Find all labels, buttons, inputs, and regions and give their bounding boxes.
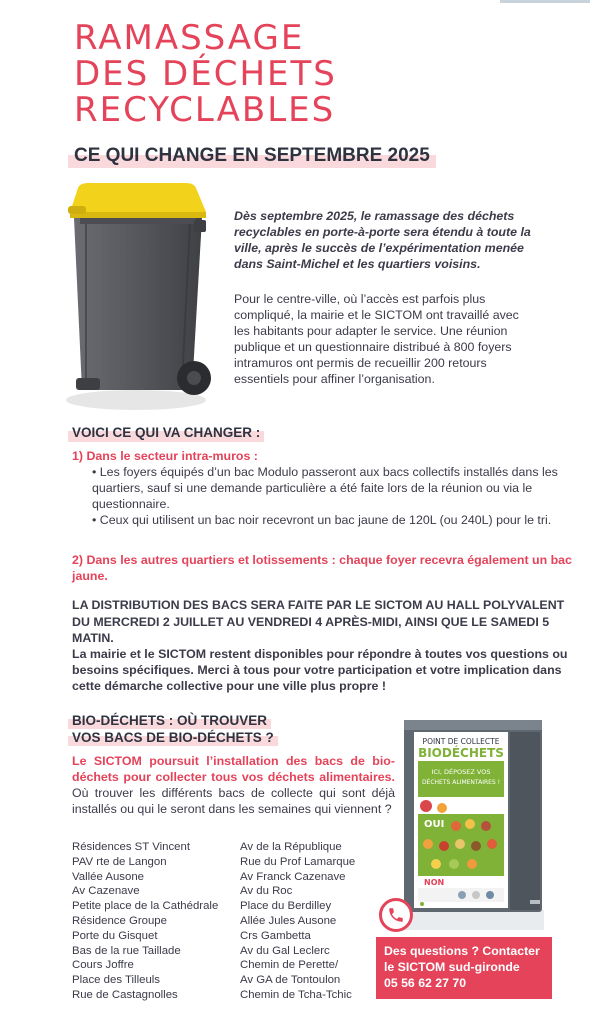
location-item: Résidences ST Vincent: [72, 841, 190, 853]
distribution-notice: LA DISTRIBUTION DES BACS SERA FAITE PAR LE SICTOM AU HALL POLYVALENT DU MERCREDI 2 JUILLET AU VENDREDI 4 APRÈS-MIDI, AINSI QUE LE SAMEDI 5 MATIN.: [72, 598, 565, 645]
title-line-1: RAMASSAGE: [74, 18, 305, 58]
change-item-1-bullet-1: • Les foyers équipés d’un bac Modulo passeront aux bacs collectifs installés dans les quartiers, sauf si une demande particulière a été faite lors de la réunion ou via le questionnaire.: [92, 465, 558, 511]
location-item: Av Cazenave: [72, 885, 140, 898]
bio-heading-line-1: BIO-DÉCHETS : OÙ TROUVER: [68, 712, 271, 729]
location-item: Place du Berdilley: [240, 900, 332, 913]
location-item: Rue de Castagnolles: [72, 988, 178, 1001]
bio-heading: [68, 712, 278, 746]
location-item: Crs Gambetta: [240, 929, 311, 942]
location-item: Vallée Ausone: [72, 870, 144, 883]
location-item: Bas de la rue Taillade: [72, 944, 181, 957]
location-item: Cours Joffre: [72, 959, 134, 972]
top-rule: [0, 0, 590, 5]
bio-text: [72, 753, 395, 817]
contact-phone[interactable]: 05 56 62 27 70: [384, 976, 467, 990]
location-item: Chemin de Perette/: [240, 959, 339, 972]
subtitle: CE QUI CHANGE EN SEPTEMBRE 2025: [68, 144, 436, 168]
bio-text-rest: Où trouver les différents bacs de collecte qui sont déjà installés ou qui le seront dans les semaines qui viennent ?: [72, 786, 395, 816]
location-item: Av du Gal Leclerc: [240, 944, 330, 957]
bio-heading-line-2: VOS BACS DE BIO-DÉCHETS ?: [68, 729, 278, 746]
location-item: Porte du Gisquet: [72, 929, 158, 942]
closing-text: La mairie et le SICTOM restent disponibles pour répondre à toutes vos questions ou besoins spécifiques. Merci à tous pour votre participation et votre implication dans cette démarche collective pour une ville plus propre !: [72, 647, 568, 693]
location-item: PAV rte de Langon: [72, 855, 167, 868]
contact-line-1: Des questions ? Contacter: [384, 944, 540, 958]
location-item: Petite place de la Cathédrale: [72, 900, 219, 913]
location-item: Rue du Prof Lamarque: [240, 855, 356, 868]
location-item: Allée Jules Ausone: [240, 914, 337, 927]
sign-oui: OUI: [424, 819, 445, 830]
location-item: Av de la République: [240, 841, 342, 853]
location-item: Chemin de Tcha-Tchic: [240, 988, 352, 1001]
location-item: Place des Tilleuls: [72, 974, 161, 987]
sign-line-4: DÉCHETS ALIMENTAIRES !: [421, 779, 501, 786]
locations-right: [240, 840, 355, 1003]
location-item: Résidence Groupe: [72, 914, 167, 927]
locations-left: [72, 840, 218, 1003]
sign-line-2: BIODÉCHETS: [418, 746, 504, 760]
intro-text: Dès septembre 2025, le ramassage des déchets recyclables en porte-à-porte sera étendu à toute la ville, après le succès de l’expérimentation menée dans Saint-Michel et les quartiers voisins.: [234, 209, 531, 271]
bio-text-highlight: Le SICTOM poursuit l’installation des bacs de bio-déchets pour collecter tous vos déchets alimentaires.: [72, 754, 395, 784]
contact-box: [376, 937, 552, 999]
change-item-1-bullet-2: • Ceux qui utilisent un bac noir recevront un bac jaune de 120L (ou 240L) pour le tri.: [92, 513, 552, 527]
change-item-2: 2) Dans les autres quartiers et lotissements : chaque foyer recevra également un bac jaune.: [72, 553, 572, 583]
sign-line-3: ICI, DÉPOSEZ VOS: [431, 768, 491, 776]
location-item: Av Franck Cazenave: [240, 870, 346, 883]
contact-line-2: le SICTOM sud-gironde: [384, 960, 520, 974]
title-line-2: DES DÉCHETS: [74, 54, 337, 94]
phone-icon: [379, 898, 413, 932]
sign-line-1: POINT DE COLLECTE: [422, 737, 500, 746]
biowaste-container-image: [402, 714, 544, 930]
location-item: Av du Roc: [240, 885, 293, 898]
title-line-3: RECYCLABLES: [74, 90, 336, 130]
location-item: Av GA de Tontoulon: [240, 974, 341, 987]
intro-paragraph: Pour le centre-ville, où l’accès est parfois plus compliqué, la mairie et le SICTOM ont travaillé avec les habitants pour adapter le service. Une réunion publique et un questionnaire distribué à 800 foyers intramuros ont permis de recueillir 200 retours essentiels pour affiner l’organisation.: [234, 292, 519, 386]
sign-non: NON: [424, 878, 445, 887]
changes-heading: VOICI CE QUI VA CHANGER :: [68, 424, 264, 442]
main-title: [74, 20, 514, 128]
change-item-1-title: 1) Dans le secteur intra-muros :: [72, 449, 258, 463]
change-item-1: [72, 448, 572, 528]
yellow-bin-image: [56, 178, 226, 418]
